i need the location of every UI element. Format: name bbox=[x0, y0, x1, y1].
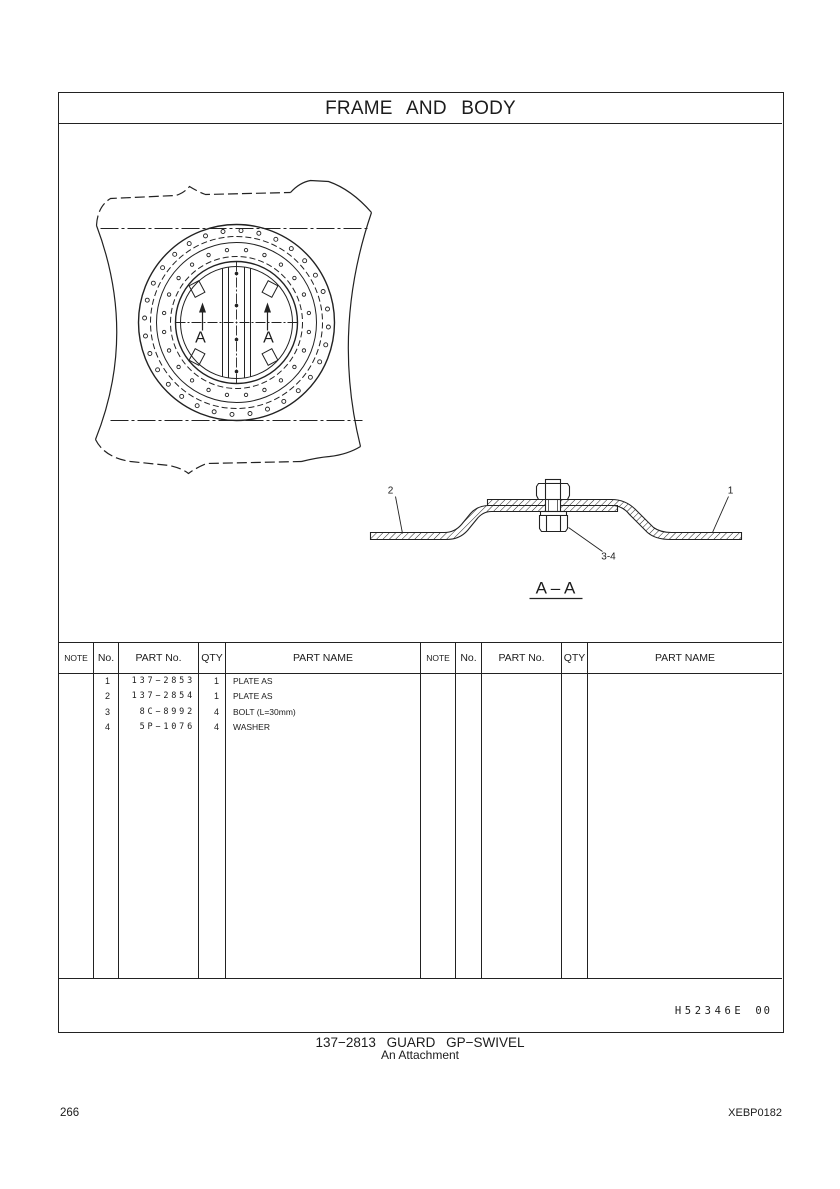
part-name-cell: WASHER bbox=[233, 722, 270, 732]
part-number-cell: 5P−1076 bbox=[139, 722, 195, 732]
bolt-hole bbox=[244, 393, 247, 396]
table-row bbox=[59, 705, 421, 721]
callout-label-3-4: 3-4 bbox=[601, 551, 616, 563]
group-title: 137−2813 GUARD GP−SWIVEL bbox=[315, 1035, 525, 1050]
bolt-hole bbox=[225, 248, 228, 251]
frame-outline-top-right bbox=[291, 181, 372, 213]
bolt-hole bbox=[257, 231, 261, 235]
plate-bolt-dot bbox=[235, 272, 239, 276]
item-number-cell: 3 bbox=[104, 706, 110, 717]
bolt-hole bbox=[180, 394, 184, 398]
plate-bolt-dot bbox=[235, 338, 239, 342]
item-number-cell: 1 bbox=[104, 675, 110, 686]
column-part-name bbox=[588, 674, 782, 978]
bolt-hole bbox=[195, 404, 199, 408]
bolt-hole bbox=[239, 229, 243, 233]
bolt-hole bbox=[177, 365, 180, 368]
frame-outline-right bbox=[348, 213, 371, 447]
bolt-hole bbox=[190, 379, 193, 382]
bolt-hole bbox=[144, 334, 148, 338]
bolt-hole bbox=[302, 293, 305, 296]
table-row bbox=[59, 674, 421, 690]
bolt-hole bbox=[302, 349, 305, 352]
bolt-hole bbox=[279, 379, 282, 382]
bolt-hole bbox=[212, 410, 216, 414]
bolt-hole bbox=[167, 349, 170, 352]
bolt-hole bbox=[263, 388, 266, 391]
plate-tab bbox=[262, 281, 278, 298]
header-part-number: PART No. bbox=[119, 643, 199, 674]
illustration-number: H52346E bbox=[674, 1004, 745, 1017]
document-code: XEBP0182 bbox=[728, 1107, 782, 1119]
bolt-hole bbox=[161, 266, 165, 270]
column-part-number bbox=[482, 674, 562, 978]
note-cell bbox=[59, 674, 94, 690]
bolt-hole bbox=[207, 253, 210, 256]
bolt-hole bbox=[324, 343, 328, 347]
bolt-hole bbox=[145, 298, 149, 302]
quantity-cell: 4 bbox=[213, 706, 219, 717]
bolt-hole bbox=[221, 230, 225, 234]
part-name-cell: BOLT (L=30mm) bbox=[233, 706, 296, 717]
parts-list bbox=[59, 674, 421, 736]
section-title: FRAME AND BODY bbox=[325, 98, 516, 119]
bolt-hole bbox=[326, 325, 330, 329]
bolt-hole bbox=[230, 412, 234, 416]
frame-outline-top-left bbox=[97, 187, 291, 226]
bolt-hole bbox=[307, 311, 310, 314]
header-note: NOTE bbox=[421, 643, 456, 674]
part-name-cell: PLATE AS bbox=[233, 675, 273, 686]
section-mark-right: A bbox=[263, 329, 274, 347]
bolt-hole bbox=[151, 281, 155, 285]
quantity-cell: 4 bbox=[213, 722, 219, 732]
section-arrow-head bbox=[199, 303, 206, 313]
header-item-number: No. bbox=[456, 643, 482, 674]
title-band bbox=[59, 93, 782, 124]
parts-table bbox=[59, 642, 782, 979]
bolt-hole bbox=[307, 330, 310, 333]
bolt-hole bbox=[187, 242, 191, 246]
plate-bolt-dot bbox=[235, 304, 239, 308]
frame-outline-bottom-right bbox=[302, 447, 361, 462]
illustration-code bbox=[675, 1005, 772, 1018]
item-number-cell: 4 bbox=[104, 722, 110, 732]
bolt-hole bbox=[204, 234, 208, 238]
header-item-number: No. bbox=[94, 643, 119, 674]
part-name-cell: PLATE AS bbox=[233, 691, 273, 701]
table-footer bbox=[59, 979, 782, 1031]
callout-leader-3-4 bbox=[569, 528, 603, 552]
bolt-head bbox=[540, 516, 568, 532]
note-cell bbox=[59, 720, 94, 736]
catalog-frame bbox=[58, 92, 784, 1033]
quantity-cell: 1 bbox=[213, 691, 219, 701]
header-part-number: PART No. bbox=[482, 643, 562, 674]
callout-leader-1 bbox=[713, 497, 729, 533]
column-item-number bbox=[456, 674, 482, 978]
bolt-hole bbox=[207, 388, 210, 391]
part-number-cell: 137−2854 bbox=[131, 691, 195, 701]
bolt-hole bbox=[166, 382, 170, 386]
bolt-hole bbox=[321, 290, 325, 294]
bolt-hole bbox=[282, 399, 286, 403]
bolt-hole bbox=[289, 247, 293, 251]
bolt-hole bbox=[293, 276, 296, 279]
bolt-shank bbox=[546, 500, 561, 512]
header-part-name: PART NAME bbox=[588, 643, 782, 674]
section-arrow-head bbox=[264, 303, 271, 313]
plate-bolt-dot bbox=[235, 370, 239, 374]
header-quantity: QTY bbox=[199, 643, 226, 674]
bolt-hole bbox=[313, 273, 317, 277]
guard-illustration bbox=[59, 124, 782, 641]
bolt-hole bbox=[225, 393, 228, 396]
bolt-hole bbox=[326, 307, 330, 311]
table-row bbox=[59, 689, 421, 705]
bolt-hole bbox=[303, 259, 307, 263]
hex-nut bbox=[537, 484, 570, 500]
bolt-hole bbox=[190, 263, 193, 266]
group-subtitle: An Attachment bbox=[380, 1048, 460, 1062]
bolt-hole bbox=[167, 293, 170, 296]
bolt-hole bbox=[263, 253, 266, 256]
top-view bbox=[96, 181, 372, 474]
callout-leader-2 bbox=[396, 497, 403, 534]
plate-right-section bbox=[488, 500, 742, 540]
part-number-cell: 137−2853 bbox=[131, 675, 195, 686]
table-row bbox=[59, 720, 421, 736]
frame-outline-bottom bbox=[96, 440, 302, 474]
frame-outline-left bbox=[96, 226, 117, 440]
washer bbox=[541, 512, 567, 516]
bolt-hole bbox=[318, 360, 322, 364]
section-view bbox=[371, 480, 742, 599]
note-cell bbox=[59, 689, 94, 705]
section-mark-left: A bbox=[195, 329, 206, 347]
bolt-hole bbox=[148, 351, 152, 355]
bolt-hole bbox=[308, 375, 312, 379]
page-number: 266 bbox=[60, 1107, 80, 1119]
header-quantity: QTY bbox=[562, 643, 588, 674]
column-quantity bbox=[562, 674, 588, 978]
bolt-hole bbox=[162, 330, 165, 333]
bolt-hole bbox=[296, 389, 300, 393]
bolt-hole bbox=[265, 407, 269, 411]
bolt-hole bbox=[244, 248, 247, 251]
part-number-cell: 8C−8992 bbox=[139, 706, 195, 717]
bolt-hole bbox=[143, 316, 147, 320]
item-number-cell: 2 bbox=[104, 691, 110, 701]
callout-label-1: 1 bbox=[727, 485, 734, 497]
quantity-cell: 1 bbox=[213, 675, 219, 686]
bolt-hole bbox=[162, 311, 165, 314]
plate-left-section bbox=[371, 506, 618, 540]
note-cell bbox=[59, 705, 94, 721]
section-cut-arrows bbox=[195, 303, 274, 347]
bolt-hole bbox=[248, 412, 252, 416]
bolt-tip bbox=[546, 480, 561, 484]
header-part-name: PART NAME bbox=[226, 643, 421, 674]
bolt-hole bbox=[279, 263, 282, 266]
bolt-hole bbox=[293, 365, 296, 368]
bolt-hole bbox=[173, 252, 177, 256]
section-view-label: A – A bbox=[535, 578, 576, 598]
column-note bbox=[421, 674, 456, 978]
illustration-revision: 00 bbox=[755, 1004, 772, 1017]
bolt-hole bbox=[274, 237, 278, 241]
bolt-hole bbox=[156, 368, 160, 372]
callout-label-2: 2 bbox=[387, 485, 394, 497]
header-note: NOTE bbox=[59, 643, 94, 674]
bolt-hole bbox=[177, 276, 180, 279]
